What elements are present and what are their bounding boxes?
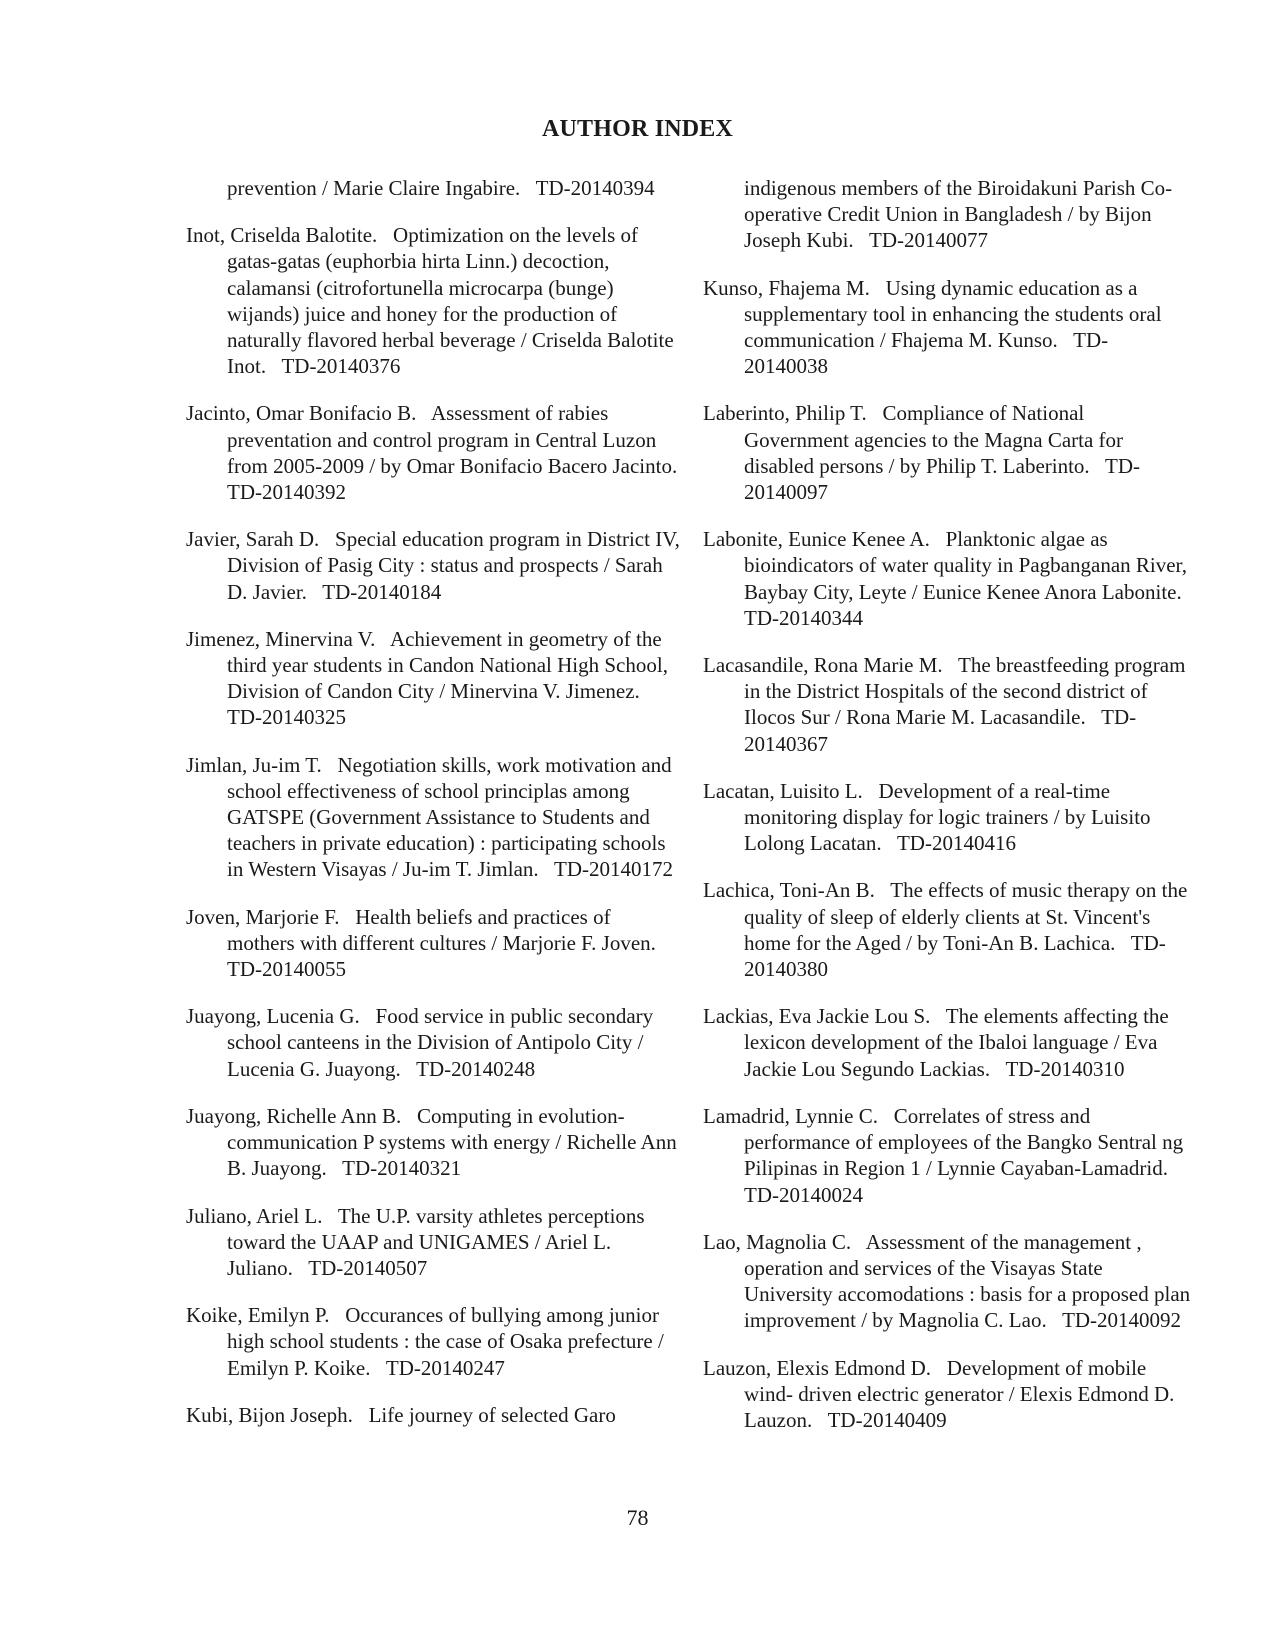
index-entry: Juliano, Ariel L. The U.P. varsity athletes perceptions toward the UAAP and UNIGAMES / Ariel L. Juliano. TD-20140507 [186,1203,650,1280]
index-entry: Lauzon, Elexis Edmond D. Development of mobile wind- driven electric generator / Elexis Edmond D. Lauzon. TD-20140409 [703,1355,1180,1432]
index-entry: Jimenez, Minervina V. Achievement in geometry of the third year students in Candon National High School, Division of Candon City / Minervina V. Jimenez. TD-20140325 [186,626,674,730]
index-entry: Juayong, Lucenia G. Food service in public secondary school canteens in the Division of Antipolo City / Lucenia G. Juayong. TD-20140248 [186,1004,659,1081]
index-entry: Jimlan, Ju-im T. Negotiation skills, work motivation and school effectiveness of school principlas among GATSPE (Government Assistance to Students and teachers in private education) : participating schools in Western Visayas / Ju-im T. Jimlan. TD-20140172 [186,752,677,882]
index-entry: Labonite, Eunice Kenee A. Planktonic algae as bioindicators of water quality in Pagbanganan River, Baybay City, Leyte / Eunice Kenee Anora Labonite. TD-20140344 [703,527,1198,630]
index-entry: Koike, Emilyn P. Occurances of bullying among junior high school students : the case of Osaka prefecture / Emilyn P. Koike. TD-20140247 [186,1303,670,1380]
left-column [186,175,693,1428]
index-entry: Jacinto, Omar Bonifacio B. Assessment of rabies preventation and control program in Central Luzon from 2005-2009 / by Omar Bonifacio Bacero Jacinto. TD-20140392 [186,401,693,505]
index-entry: Laberinto, Philip T. Compliance of National Government agencies to the Magna Carta for disabled persons / by Philip T. Laberinto. TD-20140097 [703,401,1141,505]
index-entry: Lamadrid, Lynnie C. Correlates of stress and performance of employees of the Bangko Sentral ng Pilipinas in Region 1 / Lynnie Cayaban-Lamadrid. TD-20140024 [703,1103,1189,1207]
index-entry: Lao, Magnolia C. Assessment of the management , operation and services of the Visayas State University accomodations : basis for a proposed plan improvement / by Magnolia C. Lao. TD-20140092 [703,1229,1196,1333]
index-entry: indigenous members of the Biroidakuni Parish Co-operative Credit Union in Bangladesh / by Bijon Joseph Kubi. TD-20140077 [744,176,1173,253]
index-entry: prevention / Marie Claire Ingabire. TD-20140394 [227,176,655,200]
index-entry: Lacasandile, Rona Marie M. The breastfeeding program in the District Hospitals of the second district of Ilocos Sur / Rona Marie M. Lacasandile. TD-20140367 [703,653,1191,756]
index-entry: Kubi, Bijon Joseph. Life journey of selected Garo [186,1402,616,1427]
right-column [703,175,1198,1433]
index-entry: Lackias, Eva Jackie Lou S. The elements affecting the lexicon development of the Ibaloi language / Eva Jackie Lou Segundo Lackias. TD-20140310 [703,1004,1174,1081]
index-entry: Juayong, Richelle Ann B. Computing in evolution-communication P systems with energy / Richelle Ann B. Juayong. TD-20140321 [186,1103,682,1181]
index-entry: Javier, Sarah D. Special education program in District IV, Division of Pasig City : status and prospects / Sarah D. Javier. TD-20140184 [186,527,686,604]
index-entry: Joven, Marjorie F. Health beliefs and practices of mothers with different cultures / Marjorie F. Joven. TD-20140055 [186,904,672,982]
page-number: 78 [626,1505,649,1530]
index-entry: Lachica, Toni-An B. The effects of music therapy on the quality of sleep of elderly clients at St. Vincent's home for the Aged / by Toni-An B. Lachica. TD-20140380 [703,878,1193,982]
page-title: AUTHOR INDEX [541,116,734,142]
index-entry: Lacatan, Luisito L. Development of a real-time monitoring display for logic trainers / by Luisito Lolong Lacatan. TD-20140416 [703,778,1156,856]
index-entry: Inot, Criselda Balotite. Optimization on the levels of gatas-gatas (euphorbia hirta Linn.) decoction, calamansi (citrofortunella microcarpa (bunge) wijands) juice and honey for the production of naturally flavored herbal beverage / Criselda Balotite Inot. TD-20140376 [186,223,679,379]
index-entry: Kunso, Fhajema M. Using dynamic education as a supplementary tool in enhancing the students oral communication / Fhajema M. Kunso. TD-20140038 [703,275,1167,379]
